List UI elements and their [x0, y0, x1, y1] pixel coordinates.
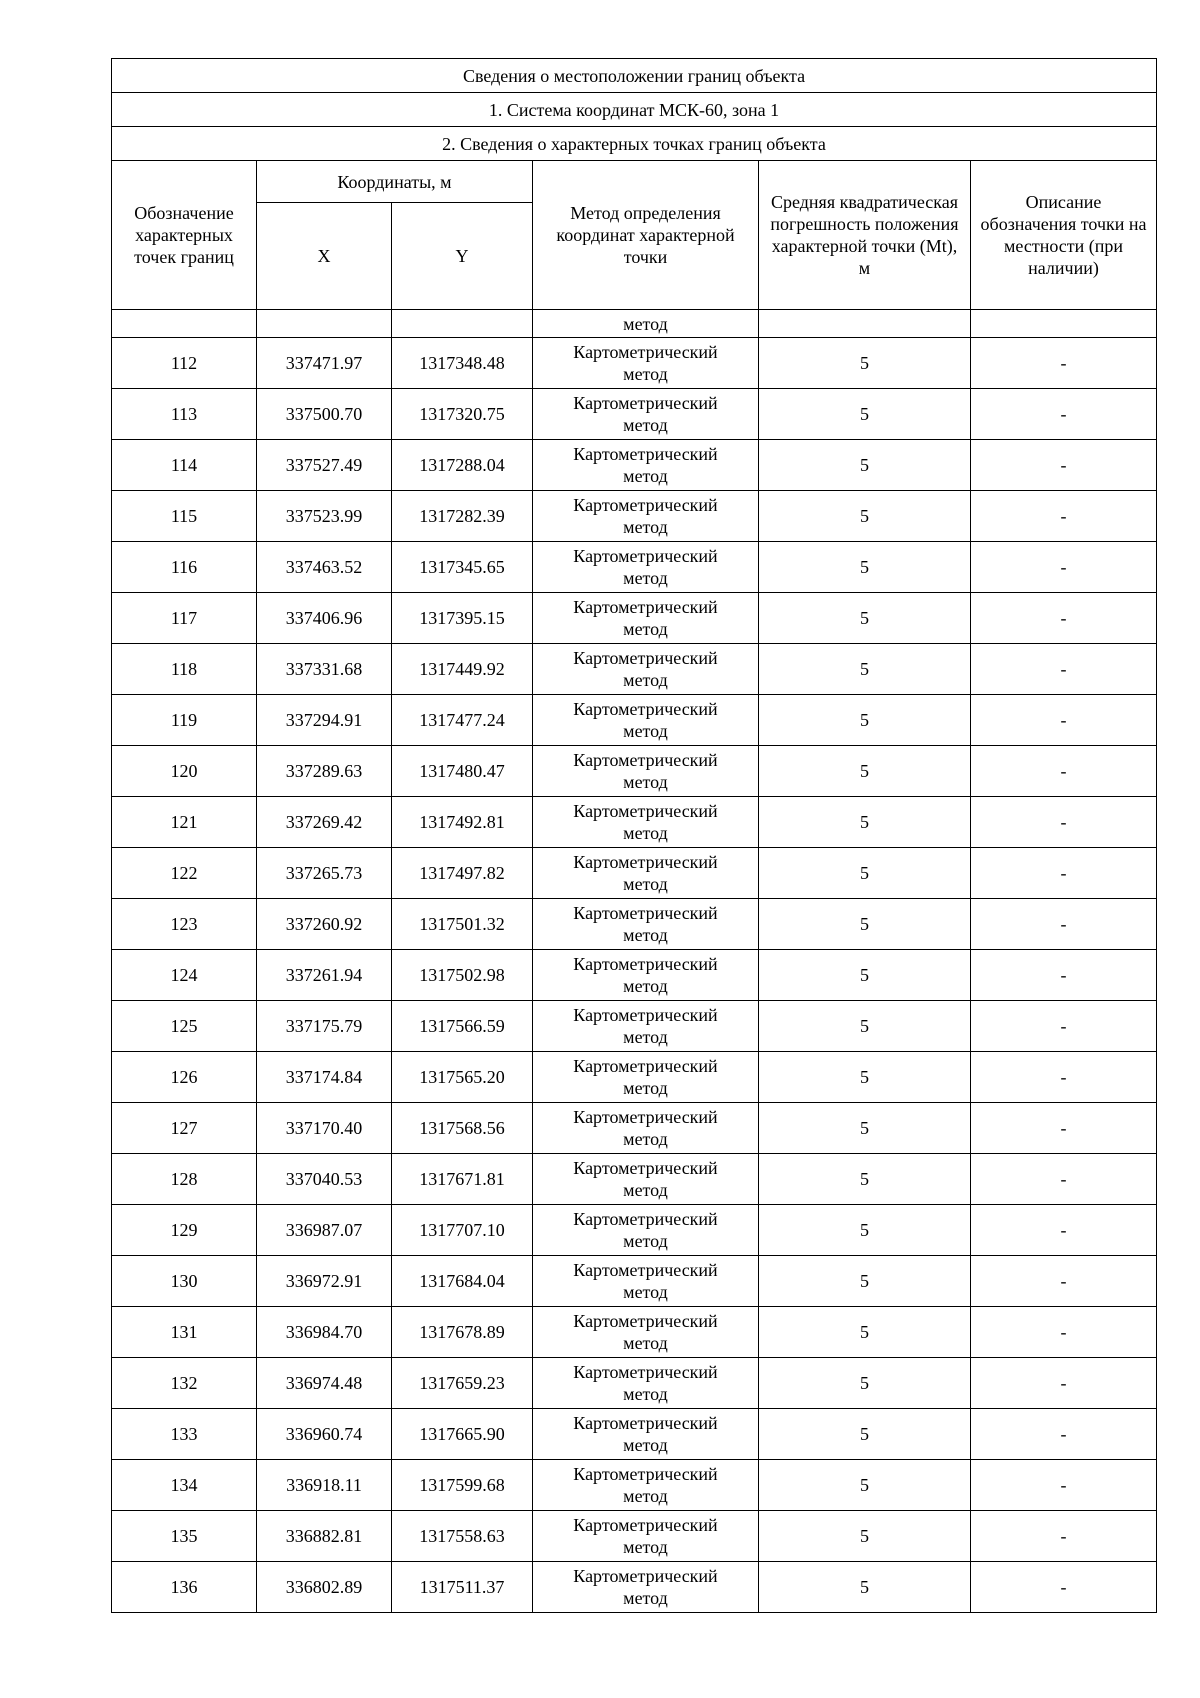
x-coordinate-cell: 337500.70: [257, 389, 392, 440]
table-row: [112, 1205, 1157, 1256]
table-row: [112, 899, 1157, 950]
description-cell: -: [971, 1460, 1157, 1511]
method-line-2: метод: [623, 721, 668, 741]
y-coordinate-cell: 1317678.89: [392, 1307, 533, 1358]
y-coordinate-cell: 1317599.68: [392, 1460, 533, 1511]
y-coordinate-cell: 1317558.63: [392, 1511, 533, 1562]
description-cell: -: [971, 338, 1157, 389]
boundary-points-table: [111, 58, 1157, 1613]
y-coordinate-cell: 1317449.92: [392, 644, 533, 695]
x-coordinate-cell: 337289.63: [257, 746, 392, 797]
x-coordinate-cell: 336987.07: [257, 1205, 392, 1256]
method-cell: [533, 1562, 759, 1613]
method-cell: [533, 899, 759, 950]
header-y: Y: [392, 203, 533, 310]
method-cell: [533, 440, 759, 491]
accuracy-cell: 5: [759, 746, 971, 797]
table-row: [112, 593, 1157, 644]
method-cell: [533, 389, 759, 440]
table-row: [112, 1409, 1157, 1460]
description-cell: -: [971, 1307, 1157, 1358]
method-line-1: Картометрический: [573, 1362, 718, 1382]
y-coordinate-cell: 1317566.59: [392, 1001, 533, 1052]
y-coordinate-cell: 1317568.56: [392, 1103, 533, 1154]
x-coordinate-cell: 337523.99: [257, 491, 392, 542]
method-line-2: метод: [623, 568, 668, 588]
description-cell: -: [971, 797, 1157, 848]
method-cell: [533, 1307, 759, 1358]
point-number-cell: 134: [112, 1460, 257, 1511]
description-cell: -: [971, 1103, 1157, 1154]
accuracy-cell: 5: [759, 542, 971, 593]
table-row: [112, 1154, 1157, 1205]
method-line-2: метод: [623, 1435, 668, 1455]
table-row: [112, 644, 1157, 695]
x-coordinate-cell: 337261.94: [257, 950, 392, 1001]
description-cell: -: [971, 950, 1157, 1001]
method-cell: [533, 746, 759, 797]
point-number-cell: 135: [112, 1511, 257, 1562]
accuracy-cell: 5: [759, 1562, 971, 1613]
point-number-cell: 115: [112, 491, 257, 542]
method-cell: [533, 1358, 759, 1409]
x-coordinate-cell: 337331.68: [257, 644, 392, 695]
method-line-2: метод: [623, 364, 668, 384]
method-line-2: метод: [623, 874, 668, 894]
method-line-1: Картометрический: [573, 801, 718, 821]
method-line-2: метод: [623, 976, 668, 996]
method-cell: [533, 1052, 759, 1103]
y-coordinate-cell: 1317320.75: [392, 389, 533, 440]
section-caption: 2. Сведения о характерных точках границ объекта: [112, 127, 1157, 161]
accuracy-cell: 5: [759, 797, 971, 848]
accuracy-cell: 5: [759, 1001, 971, 1052]
method-cell: [533, 797, 759, 848]
y-coordinate-cell: 1317395.15: [392, 593, 533, 644]
x-coordinate-cell: 337265.73: [257, 848, 392, 899]
method-line-1: Картометрический: [573, 1515, 718, 1535]
point-number-cell: 132: [112, 1358, 257, 1409]
method-line-1: Картометрический: [573, 495, 718, 515]
accuracy-cell: 5: [759, 1256, 971, 1307]
method-cell: [533, 1511, 759, 1562]
method-line-2: метод: [623, 1333, 668, 1353]
y-coordinate-cell: 1317665.90: [392, 1409, 533, 1460]
method-line-2: метод: [623, 619, 668, 639]
x-coordinate-cell: 336802.89: [257, 1562, 392, 1613]
x-coordinate-cell: 337471.97: [257, 338, 392, 389]
method-line-2: метод: [623, 1231, 668, 1251]
description-cell: -: [971, 1511, 1157, 1562]
method-line-1: Картометрический: [573, 1158, 718, 1178]
accuracy-cell: 5: [759, 1460, 971, 1511]
accuracy-cell: 5: [759, 1154, 971, 1205]
table-row: [112, 950, 1157, 1001]
x-coordinate-cell: 337294.91: [257, 695, 392, 746]
method-cell: [533, 695, 759, 746]
continuation-description-cell: [971, 310, 1157, 338]
y-coordinate-cell: 1317671.81: [392, 1154, 533, 1205]
table-row: [112, 797, 1157, 848]
point-number-cell: 126: [112, 1052, 257, 1103]
accuracy-cell: 5: [759, 491, 971, 542]
point-number-cell: 129: [112, 1205, 257, 1256]
y-coordinate-cell: 1317492.81: [392, 797, 533, 848]
point-number-cell: 112: [112, 338, 257, 389]
method-line-1: Картометрический: [573, 1005, 718, 1025]
x-coordinate-cell: 336972.91: [257, 1256, 392, 1307]
x-coordinate-cell: 337170.40: [257, 1103, 392, 1154]
x-coordinate-cell: 337463.52: [257, 542, 392, 593]
y-coordinate-cell: 1317707.10: [392, 1205, 533, 1256]
description-cell: -: [971, 389, 1157, 440]
table-row: [112, 542, 1157, 593]
x-coordinate-cell: 336918.11: [257, 1460, 392, 1511]
method-line-1: Картометрический: [573, 1311, 718, 1331]
method-cell: [533, 491, 759, 542]
x-coordinate-cell: 337406.96: [257, 593, 392, 644]
section-row: [112, 127, 1157, 161]
method-cell: [533, 1460, 759, 1511]
method-cell: [533, 1409, 759, 1460]
title-row: [112, 59, 1157, 93]
method-line-2: метод: [623, 1384, 668, 1404]
method-line-2: метод: [623, 466, 668, 486]
table-row: [112, 1358, 1157, 1409]
x-coordinate-cell: 336882.81: [257, 1511, 392, 1562]
description-cell: -: [971, 542, 1157, 593]
point-number-cell: 113: [112, 389, 257, 440]
method-cell: [533, 338, 759, 389]
table-row: [112, 848, 1157, 899]
method-cell: [533, 1256, 759, 1307]
continuation-row: [112, 310, 1157, 338]
document-title: Сведения о местоположении границ объекта: [112, 59, 1157, 93]
accuracy-cell: 5: [759, 389, 971, 440]
method-line-1: Картометрический: [573, 1413, 718, 1433]
method-line-1: Картометрический: [573, 1209, 718, 1229]
description-cell: -: [971, 1256, 1157, 1307]
accuracy-cell: 5: [759, 440, 971, 491]
accuracy-cell: 5: [759, 1103, 971, 1154]
header-method: Метод определения координат характерной точки: [533, 161, 759, 310]
description-cell: -: [971, 848, 1157, 899]
x-coordinate-cell: 336984.70: [257, 1307, 392, 1358]
point-number-cell: 130: [112, 1256, 257, 1307]
y-coordinate-cell: 1317659.23: [392, 1358, 533, 1409]
method-line-1: Картометрический: [573, 1566, 718, 1586]
point-number-cell: 117: [112, 593, 257, 644]
table-row: [112, 440, 1157, 491]
table-row: [112, 1307, 1157, 1358]
method-line-1: Картометрический: [573, 546, 718, 566]
method-line-2: метод: [623, 1282, 668, 1302]
continuation-method-cell: метод: [533, 310, 759, 338]
method-line-1: Картометрический: [573, 1107, 718, 1127]
point-number-cell: 127: [112, 1103, 257, 1154]
y-coordinate-cell: 1317502.98: [392, 950, 533, 1001]
method-cell: [533, 1001, 759, 1052]
accuracy-cell: 5: [759, 1307, 971, 1358]
method-line-1: Картометрический: [573, 1260, 718, 1280]
header-point-designation: Обозначение характерных точек границ: [112, 161, 257, 310]
x-coordinate-cell: 337040.53: [257, 1154, 392, 1205]
method-cell: [533, 1154, 759, 1205]
table-row: [112, 1001, 1157, 1052]
table-row: [112, 1103, 1157, 1154]
y-coordinate-cell: 1317345.65: [392, 542, 533, 593]
header-accuracy: Средняя квадратическая погрешность положения характерной точки (Mt), м: [759, 161, 971, 310]
table-row: [112, 491, 1157, 542]
method-line-1: Картометрический: [573, 954, 718, 974]
method-cell: [533, 1205, 759, 1256]
method-line-1: Картометрический: [573, 1056, 718, 1076]
point-number-cell: 123: [112, 899, 257, 950]
description-cell: -: [971, 899, 1157, 950]
method-line-2: метод: [623, 415, 668, 435]
accuracy-cell: 5: [759, 695, 971, 746]
description-cell: -: [971, 1205, 1157, 1256]
x-coordinate-cell: 337174.84: [257, 1052, 392, 1103]
y-coordinate-cell: 1317282.39: [392, 491, 533, 542]
accuracy-cell: 5: [759, 1511, 971, 1562]
method-line-1: Картометрический: [573, 852, 718, 872]
method-line-1: Картометрический: [573, 699, 718, 719]
continuation-point-cell: [112, 310, 257, 338]
y-coordinate-cell: 1317480.47: [392, 746, 533, 797]
point-number-cell: 121: [112, 797, 257, 848]
accuracy-cell: 5: [759, 848, 971, 899]
point-number-cell: 124: [112, 950, 257, 1001]
y-coordinate-cell: 1317348.48: [392, 338, 533, 389]
description-cell: -: [971, 1154, 1157, 1205]
table-row: [112, 1052, 1157, 1103]
accuracy-cell: 5: [759, 338, 971, 389]
method-line-1: Картометрический: [573, 648, 718, 668]
x-coordinate-cell: 337260.92: [257, 899, 392, 950]
method-line-2: метод: [623, 1486, 668, 1506]
description-cell: -: [971, 593, 1157, 644]
method-line-1: Картометрический: [573, 444, 718, 464]
point-number-cell: 114: [112, 440, 257, 491]
method-line-1: Картометрический: [573, 750, 718, 770]
method-line-2: метод: [623, 670, 668, 690]
y-coordinate-cell: 1317477.24: [392, 695, 533, 746]
description-cell: -: [971, 1358, 1157, 1409]
method-line-2: метод: [623, 1027, 668, 1047]
table-row: [112, 1562, 1157, 1613]
accuracy-cell: 5: [759, 1409, 971, 1460]
continuation-x-cell: [257, 310, 392, 338]
accuracy-cell: 5: [759, 593, 971, 644]
point-number-cell: 128: [112, 1154, 257, 1205]
y-coordinate-cell: 1317497.82: [392, 848, 533, 899]
header-row-top: [112, 161, 1157, 203]
table-row: [112, 1511, 1157, 1562]
description-cell: -: [971, 746, 1157, 797]
point-number-cell: 116: [112, 542, 257, 593]
method-cell: [533, 950, 759, 1001]
method-line-1: Картометрический: [573, 597, 718, 617]
accuracy-cell: 5: [759, 1052, 971, 1103]
method-line-1: Картометрический: [573, 903, 718, 923]
y-coordinate-cell: 1317501.32: [392, 899, 533, 950]
accuracy-cell: 5: [759, 644, 971, 695]
table-row: [112, 1256, 1157, 1307]
method-line-2: метод: [623, 1078, 668, 1098]
point-number-cell: 122: [112, 848, 257, 899]
x-coordinate-cell: 337527.49: [257, 440, 392, 491]
point-number-cell: 118: [112, 644, 257, 695]
method-line-1: Картометрический: [573, 393, 718, 413]
coordinate-system-caption: 1. Система координат МСК-60, зона 1: [112, 93, 1157, 127]
method-cell: [533, 644, 759, 695]
table-row: [112, 389, 1157, 440]
x-coordinate-cell: 337269.42: [257, 797, 392, 848]
y-coordinate-cell: 1317565.20: [392, 1052, 533, 1103]
point-number-cell: 120: [112, 746, 257, 797]
y-coordinate-cell: 1317511.37: [392, 1562, 533, 1613]
description-cell: -: [971, 440, 1157, 491]
x-coordinate-cell: 337175.79: [257, 1001, 392, 1052]
continuation-y-cell: [392, 310, 533, 338]
header-x: X: [257, 203, 392, 310]
accuracy-cell: 5: [759, 1205, 971, 1256]
table-row: [112, 1460, 1157, 1511]
header-description: Описание обозначения точки на местности (при наличии): [971, 161, 1157, 310]
table-row: [112, 338, 1157, 389]
point-number-cell: 125: [112, 1001, 257, 1052]
x-coordinate-cell: 336974.48: [257, 1358, 392, 1409]
header-coordinates: Координаты, м: [257, 161, 533, 203]
accuracy-cell: 5: [759, 899, 971, 950]
point-number-cell: 136: [112, 1562, 257, 1613]
method-line-2: метод: [623, 1537, 668, 1557]
method-line-2: метод: [623, 1588, 668, 1608]
method-line-2: метод: [623, 1129, 668, 1149]
description-cell: -: [971, 491, 1157, 542]
table-row: [112, 746, 1157, 797]
continuation-accuracy-cell: [759, 310, 971, 338]
y-coordinate-cell: 1317684.04: [392, 1256, 533, 1307]
description-cell: -: [971, 1001, 1157, 1052]
method-line-2: метод: [623, 772, 668, 792]
accuracy-cell: 5: [759, 1358, 971, 1409]
description-cell: -: [971, 1409, 1157, 1460]
x-coordinate-cell: 336960.74: [257, 1409, 392, 1460]
method-line-1: Картометрический: [573, 1464, 718, 1484]
point-number-cell: 131: [112, 1307, 257, 1358]
table-row: [112, 695, 1157, 746]
method-cell: [533, 1103, 759, 1154]
method-cell: [533, 593, 759, 644]
method-cell: [533, 848, 759, 899]
description-cell: -: [971, 1562, 1157, 1613]
description-cell: -: [971, 644, 1157, 695]
method-line-1: Картометрический: [573, 342, 718, 362]
y-coordinate-cell: 1317288.04: [392, 440, 533, 491]
method-line-2: метод: [623, 517, 668, 537]
method-line-2: метод: [623, 823, 668, 843]
description-cell: -: [971, 1052, 1157, 1103]
method-cell: [533, 542, 759, 593]
accuracy-cell: 5: [759, 950, 971, 1001]
method-line-2: метод: [623, 925, 668, 945]
point-number-cell: 119: [112, 695, 257, 746]
coord-system-row: [112, 93, 1157, 127]
description-cell: -: [971, 695, 1157, 746]
point-number-cell: 133: [112, 1409, 257, 1460]
method-line-2: метод: [623, 1180, 668, 1200]
